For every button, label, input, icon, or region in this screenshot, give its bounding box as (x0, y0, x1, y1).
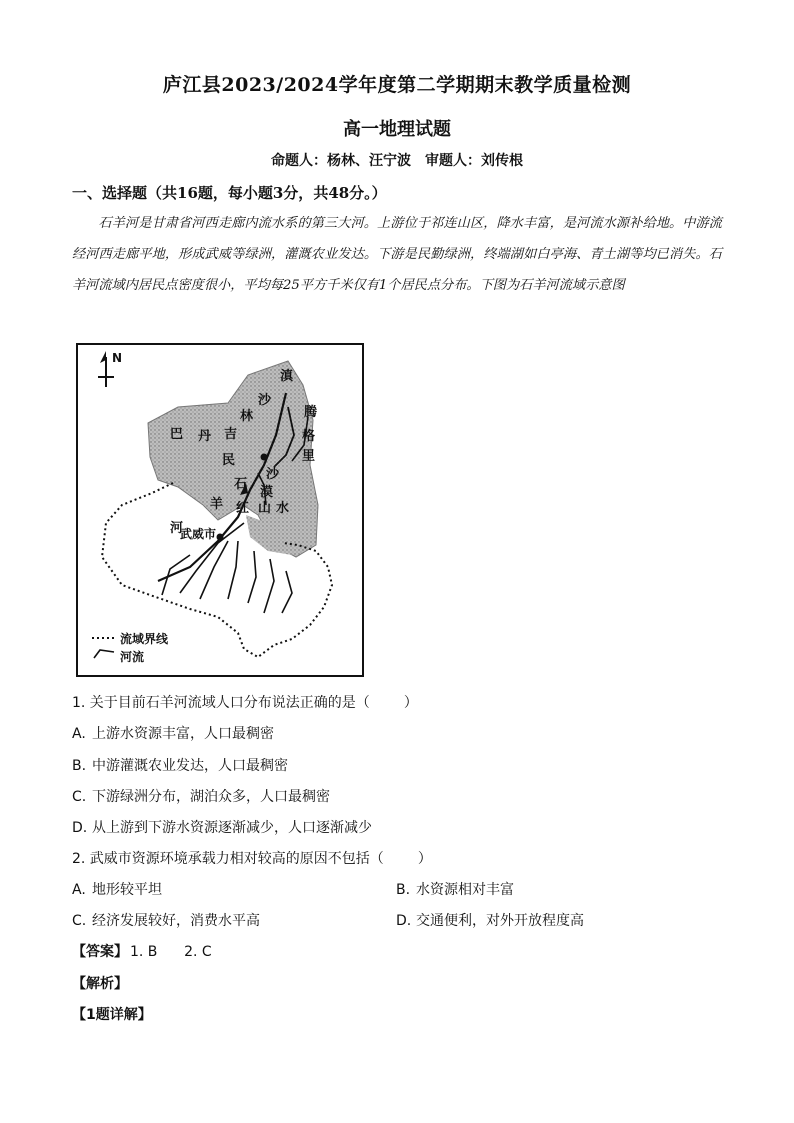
map-label-wuwei: 武威市 (180, 527, 217, 541)
river-branch (228, 541, 238, 599)
map-label-shui: 水 (276, 501, 290, 516)
map-label-sha: 沙 (258, 393, 272, 408)
map-label-min: 民 (222, 453, 236, 468)
question-1-close: ） (403, 695, 418, 711)
question-1-text: 1. 关于目前石羊河流域人口分布说法正确的是（ (72, 695, 370, 711)
q2-option-b (396, 879, 514, 899)
map-label-ji: 吉 (224, 427, 238, 442)
river-branch (282, 571, 292, 613)
legend-river-label: 河流 (120, 650, 145, 664)
option-letter: D. (72, 820, 88, 836)
q1-option-c (72, 786, 330, 806)
option-letter: C. (72, 913, 87, 929)
passage-text: 石羊河是甘肃省河西走廊内流水系的第三大河。上游位于祁连山区，降水丰富，是河流水源补给地。中游流经河西走廊平地，形成武威等绿洲，灌溉农业发达。下游是民勤绿洲，终端湖如白亭海、青土湖等均已消失。石羊河流域内居民点密度很小，平均每25平方千米仅有1个居民点分布。下图为石羊河流域示意图 (72, 216, 722, 293)
option-letter: A. (72, 726, 86, 742)
map-label-shi: 石 (234, 477, 248, 492)
map-label-hong: 红 (236, 501, 250, 516)
map-label-dan: 丹 (198, 429, 212, 444)
map-label-sha2: 沙 (266, 467, 280, 482)
reviewer: 审题人：刘传根 (425, 153, 523, 169)
option-text: 水资源相对丰富 (416, 882, 514, 898)
option-text: 经济发展较好，消费水平高 (92, 913, 260, 929)
option-text: 地形较平坦 (92, 882, 162, 898)
legend-boundary-label: 流域界线 (120, 632, 169, 646)
option-letter: B. (396, 882, 411, 898)
north-label: N (112, 351, 123, 365)
map-label-yang: 羊 (210, 497, 224, 512)
map-label-li: 格 (302, 429, 316, 444)
q1-option-b (72, 755, 288, 775)
map-label-ba: 巴 (170, 427, 184, 442)
river-branch (248, 551, 256, 603)
option-text: 从上游到下游水资源逐渐减少，人口逐渐减少 (92, 820, 372, 836)
option-text: 下游绿洲分布，湖泊众多，人口最稠密 (92, 789, 330, 805)
river-branch (162, 555, 190, 595)
setter: 命题人：杨林、汪宁波 (271, 153, 411, 169)
map-label-mo: 漠 (260, 485, 274, 500)
map-label-shan: 山 (258, 501, 272, 516)
map-label-li2: 里 (302, 449, 316, 464)
q1-option-a (72, 723, 274, 743)
option-letter: C. (72, 789, 87, 805)
detail-label: 【1题详解】 (72, 1007, 152, 1023)
wuwei-dot (217, 534, 224, 541)
question-2-stem (72, 848, 432, 868)
analysis-label: 【解析】 (72, 976, 128, 992)
river-branch (264, 559, 274, 613)
option-text: 上游水资源丰富，人口最稠密 (92, 726, 274, 742)
option-letter: B. (72, 758, 87, 774)
map-label-ge: 腾 (304, 405, 318, 420)
map-label-teng: 滇 (280, 369, 294, 384)
q2-option-d (396, 910, 584, 930)
question-1-stem (72, 692, 418, 712)
exam-subtitle: 高一地理试题 (343, 119, 451, 140)
river-branch (200, 541, 228, 599)
minqin-dot (261, 454, 268, 461)
question-2-text: 2. 武威市资源环境承载力相对较高的原因不包括（ (72, 851, 384, 867)
option-letter: A. (72, 882, 86, 898)
map-label-lin: 林 (240, 409, 254, 424)
map-label-he: 河 (170, 521, 184, 536)
option-text: 交通便利，对外开放程度高 (416, 913, 584, 929)
river-basin-map (76, 343, 364, 677)
answer-values: 1. B 2. C (130, 944, 212, 960)
exam-title: 庐江县2023/2024学年度第二学期期末教学质量检测 (162, 74, 632, 96)
answer-line (72, 941, 212, 961)
answer-label: 【答案】 (72, 944, 128, 960)
option-text: 中游灌溉农业发达，人口最稠密 (92, 758, 288, 774)
legend-river-sample (94, 650, 114, 658)
q1-option-d (72, 817, 372, 837)
authors-line (0, 150, 794, 170)
question-2-close: ） (417, 851, 432, 867)
q2-option-c (72, 910, 260, 930)
option-letter: D. (396, 913, 412, 929)
q2-option-a (72, 879, 162, 899)
section-heading: 一、选择题（共16题，每小题3分，共48分。） (72, 184, 387, 202)
